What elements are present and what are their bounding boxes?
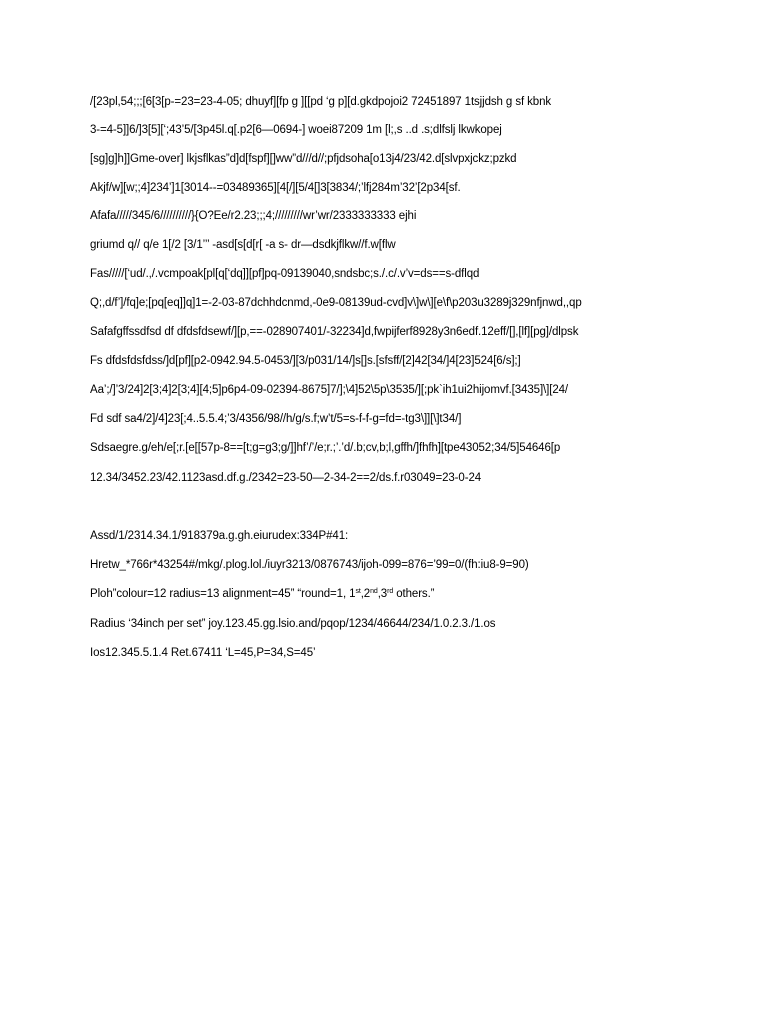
ordinal-suffix: nd	[370, 588, 378, 595]
text-line: Fs dfdsfdsfdss/]d[pf][p2-0942.94.5-0453/][3/p031/14/]s[]s.[sfsff/[2]42[34/]4[23]524[6/s];]	[90, 355, 521, 367]
text-line: Assd/1/2314.34.1/918379a.g.gh.eiurudex:334P#41:	[90, 530, 349, 542]
text-segment: others.”	[393, 588, 435, 600]
text-segment: Ploh”colour=12 radius=13 alignment=45” “round=1, 1	[90, 588, 356, 600]
text-line: Fd sdf sa4/2]/4]23[;4..5.5.4;’3/4356/98//h/g/s.f;w’t/5=s-f-f-g=fd=-tg3\]][\]t34/]	[90, 413, 462, 425]
text-line-with-ordinals	[90, 587, 748, 601]
text-line: Aa’;/]’3/24]2[3;4]2[3;4][4;5]p6p4-09-02394-8675]7/];\4]52\5p\3535/][;pk`ih1ui2hijomvf.[3435]\][24/	[90, 384, 569, 396]
text-line: Afafa/////345/6//////////}{O?Ee/r2.23;;;4;/////////wr’wr/2333333333 ejhi	[90, 210, 417, 222]
text-line: Sdsaegre.g/eh/e[;r.[e[[57p-8==[t;g=g3;g/]]hf’/’/e;r.;’.’d/.b;cv,b;l,gffh/]fhfh][tpe43052;34/5]54646[p	[90, 442, 561, 454]
text-line: /[23pl,54;;;[6[3[p-=23=23-4-05; dhuyf][fp g ][[pd ‘g p][d.gkdpojoi2 72451897 1tsjjdsh g sf kbnk	[90, 96, 552, 108]
text-line: griumd q// q/e 1[/2 [3/1’’’ -asd[s[d[r[ -a s- dr—dsdkjflkw//f.w[flw	[90, 239, 396, 251]
ordinal-suffix: rd	[387, 588, 394, 595]
text-line: Radius ‘34inch per set” joy.123.45.gg.lsio.and/pqop/1234/46644/234/1.0.2.3./1.os	[90, 618, 496, 630]
text-line: 3-=4-5]]6/]3[5][‘;43’5/[3p45l.q[.p2[6—0694-] woei87209 1m [l;,s ..d .s;dlfslj lkwkopej	[90, 124, 502, 136]
text-line: Ios12.345.5.1.4 Ret.67411 ‘L=45,P=34,S=45’	[90, 647, 316, 659]
text-line: Safafgffssdfsd df dfdsfdsewf/][p,==-028907401/-32234]d,fwpijferf8928y3n6edf.12eff/[],[lf][pg]/dlpsk	[90, 326, 579, 338]
text-segment: ,2	[360, 588, 371, 600]
text-line: Fas/////[‘ud/.,/.vcmpoak[pl[q[‘dq]][pf]pq-09139040,sndsbc;s./.c/.v’v=ds==s-dflqd	[90, 268, 480, 280]
text-line: Q;,d/f’]/fq]e;[pq[eq]]q]1=-2-03-87dchhdcnmd,-0e9-08139ud-cvd]v\]w\][e\f\p203u3289j329nfjnwd,,qp	[90, 297, 582, 309]
text-line: Akjf/w][w;;4]234’]1[3014--=03489365][4[/][5/4[]3[3834/;’lfj284m’32’[2p34[sf.	[90, 182, 461, 194]
text-segment: ,3	[377, 588, 388, 600]
ordinal-suffix: st	[355, 588, 361, 595]
text-line: [sg]g]h]]Gme-over] lkjsflkas”d]d[fspf][]ww”d///d//;pfjdsoha[o13j4/23/42.d[slvpxjckz;pzkd	[90, 153, 517, 165]
text-line: Hretw_*766r*43254#/mkg/.plog.lol./iuyr3213/0876743/ijoh-099=876=’99=0/(fh:iu8-9=90)	[90, 559, 529, 571]
text-line: 12.34/3452.23/42.1123asd.df.g./2342=23-50—2-34-2==2/ds.f.r03049=23-0-24	[90, 472, 482, 484]
